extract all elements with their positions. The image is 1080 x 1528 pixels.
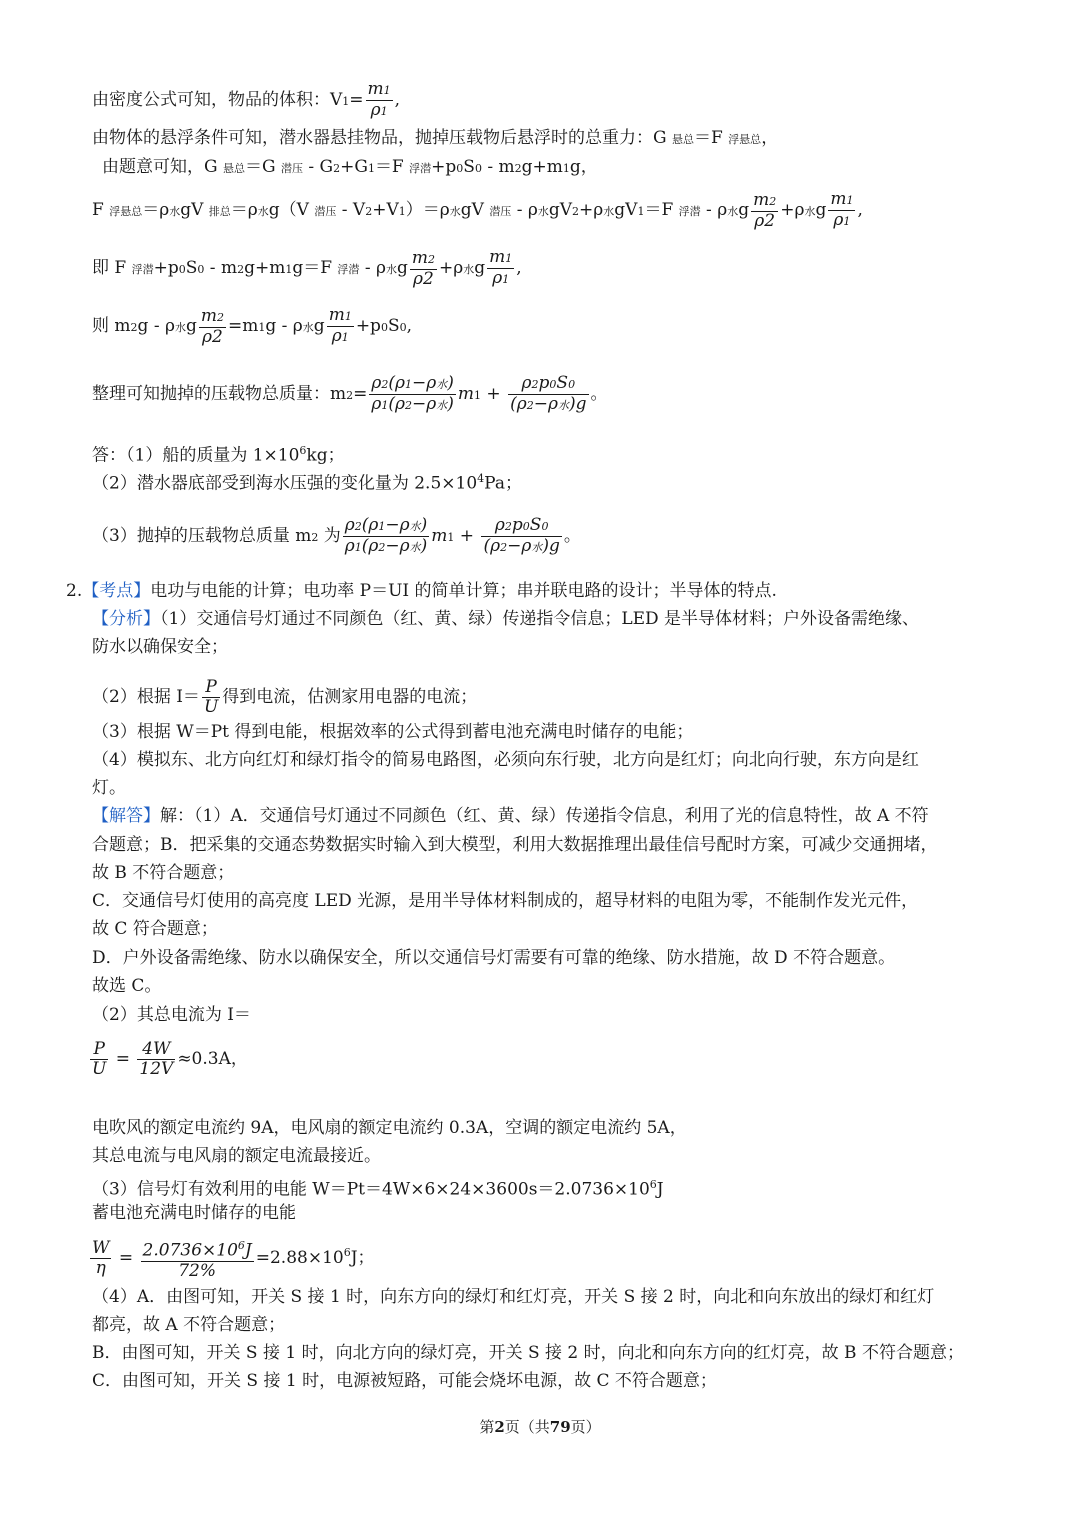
option-c: 故 C 符合题意； [92, 919, 218, 939]
fraction-m2-rho2: $\frac{m2}{\rho 2}$ [200, 305, 224, 347]
kaodian-tag: 【考点】 [82, 581, 151, 601]
fenxi-3: （3）根据 W＝Pt 得到电能，根据效率的公式得到蓄电池充满电时储存的电能； [92, 722, 694, 742]
part2-title: （2）其总电流为 I＝ [92, 1005, 251, 1025]
option-d: D．户外设备需绝缘、防水以确保安全，所以交通信号灯需要有可靠的绝缘、防水措施，故 D 不符合题意。 [92, 948, 896, 968]
text: 整理可知抛掉的压载物总质量：m [92, 384, 347, 404]
fraction-4w-12v [137, 1040, 175, 1079]
result: =2.88×10 [255, 1247, 344, 1268]
jieda-line [92, 805, 929, 827]
page-number: 2 [494, 1418, 505, 1436]
jieda-tag: 【解答】 [92, 806, 160, 826]
answer-3: （3）抛掉的压载物总质量 m2 为 $\frac{\text{ρ2(ρ1−ρ水)}}{\text{ρ1(ρ2−ρ水)}}$ m1 + $\frac{\rho 2p0S0}{\text{(ρ2−ρ水)g}}$ 。 [92, 515, 581, 556]
fraction-p-u: $\frac{P}{U}$ [92, 1039, 107, 1079]
part3-energy: （3）信号灯有效利用的电能 $W=Pt=4W\times 6\times 24\times 3600s=2.0736\times 10^6J$ [92, 1178, 664, 1200]
text: 由物体的悬浮条件可知，潜水器悬挂物品，抛掉压载物后悬浮时的总重力：G [92, 128, 672, 148]
part4-c: C．由图可知，开关 S 接 1 时，电源被短路，可能会烧坏电源，故 C 不符合题意； [92, 1371, 717, 1391]
total-pages: 79 [549, 1418, 571, 1436]
part4-b: B．由图可知，开关 S 接 1 时，向北方向的绿灯亮，开关 S 接 2 时，向北和向东方向的红灯亮，故 B 不符合题意； [92, 1343, 964, 1363]
fenxi-4b: 灯。 [92, 778, 126, 798]
fraction-w-eta: $\frac{W}{\eta}$ [92, 1237, 110, 1278]
fraction-p0s0: $\frac{\rho 2p0S0}{\text{(ρ2−ρ水)g}}$ [510, 373, 587, 414]
line-suspension: 由物体的悬浮条件可知，潜水器悬挂物品，抛掉压载物后悬浮时的总重力：G 悬总＝F 浮悬总， [92, 128, 779, 148]
part3-storage: 蓄电池充满电时储存的电能 [92, 1203, 296, 1223]
conclusion: 故选 C。 [92, 976, 162, 996]
fraction-m2-rho2: $\frac{m2}{\rho 2}$ [753, 189, 777, 231]
line-volume: 由密度公式可知，物品的体积：V1= $\frac{m1}{\rho 1}$ , [92, 79, 401, 120]
text: （3）抛掉的压载物总质量 m [92, 526, 312, 546]
text: 由题意可知，G [102, 157, 223, 177]
answer-1: 答：（1）船的质量为 $1\times 10^6kg$； [92, 444, 345, 466]
text: （2）根据 I＝ [92, 687, 200, 707]
fenxi-line [92, 608, 919, 630]
fenxi-line: 防水以确保安全； [92, 637, 228, 657]
fenxi-4: （4）模拟东、北方向红灯和绿灯指令的简易电路图，必须向东行驶，北方向是红灯；向北向行驶，东方向是红 [92, 750, 919, 770]
fraction-rho-ratio: $\frac{\text{ρ2(ρ1−ρ水)}}{\text{ρ1(ρ2−ρ水)}}$ [344, 515, 428, 556]
fraction-m1-rho1: $\frac{m1}{\rho 1}$ [367, 79, 391, 120]
line-then: 则 m2g - ρ水g $\frac{m2}{\rho 2}$ =m1g - ρ水g $\frac{m1}{\rho 1}$ +p0S0, [92, 305, 413, 347]
footer-text: 页（共 [504, 1418, 550, 1436]
text: （2）潜水器底部受到海水压强的变化量为 2.5×10 [92, 473, 478, 494]
answer-2: （2）潜水器底部受到海水压强的变化量为 $2.5\times 10^4Pa$； [92, 472, 522, 494]
fraction-m1-rho1: $\frac{m1}{\rho 1}$ [489, 247, 513, 288]
page-footer [0, 1416, 1080, 1437]
fraction-rho-ratio: $\frac{\text{ρ2(ρ1−ρ水)}}{\text{ρ1(ρ2−ρ水)}}$ [371, 373, 454, 414]
result: ≈0.3A， [177, 1049, 248, 1069]
part4-a: （4）A．由图可知，开关 S 接 1 时，向东方向的绿灯和红灯亮，开关 S 接 2 时，向北和向东放出的绿灯和红灯 [92, 1287, 935, 1307]
fraction-m2-rho2: $\frac{m2}{\rho 2}$ [411, 247, 435, 289]
line-equiv: 即 F 浮潜+p0S0 - m2g+m1g＝F 浮潜 - ρ水g $\frac{m2}{\rho 2}$ +ρ水g $\frac{m1}{\rho 1}$ , [92, 247, 522, 289]
part3-formula: $\frac{W}{\eta}$ = $\frac{2.0736\times 10^6J}{72\%}$ $=2.88\times 10^6J$； [92, 1237, 375, 1281]
subscript: 浮悬总 [728, 133, 762, 146]
text: （1）交通信号灯通过不同颜色（红、黄、绿）传递指令信息；LED 是半导体材料；户外设备需绝缘、 [160, 609, 920, 629]
line-gravity: 由题意可知，G 悬总＝G 潜压 - G2+G1＝F 浮潜+p0S0 - m2g+m1g， [102, 157, 598, 177]
kaodian-text: 电功与电能的计算；电功率 P＝UI 的简单计算；串并联电路的设计；半导体的特点. [150, 581, 777, 601]
fraction-p-u: $\frac{P}{U}$ [203, 677, 219, 717]
denominator: 12V [139, 1059, 174, 1079]
subscript: 潜压 [280, 162, 303, 175]
line-buoyancy: F 浮悬总＝ρ水gV 排总＝ρ水g（V 潜压 - V2+V1）＝ρ水gV 潜压 - ρ水gV2+ρ水gV1＝F 浮潜 - ρ水g $\frac{m2}{\rho 2}$ +ρ水g $\frac{m1}{\rho 1}$ , [92, 189, 863, 231]
question-number: 2. [66, 581, 83, 601]
subscript: 浮潜 [409, 162, 432, 175]
fraction-p0s0: $\frac{\rho 2p0S0}{\text{(ρ2−ρ水)g}}$ [483, 515, 560, 556]
footer-text: 页） [570, 1418, 601, 1436]
text: 答：（1）船的质量为 1×10 [92, 445, 300, 466]
subscript: 悬总 [671, 133, 694, 146]
subscript: 悬总 [222, 162, 245, 175]
part4-a2: 都亮，故 A 不符合题意； [92, 1315, 286, 1335]
fraction-m1-rho1: $\frac{m1}{\rho 1}$ [830, 189, 854, 230]
numerator: 4W [137, 1040, 175, 1060]
text: （3）信号灯有效利用的电能 W＝Pt＝4W×6×24×3600s＝2.0736×10 [92, 1179, 650, 1200]
jieda-line: 合题意；B．把采集的交通态势数据实时输入到大模型，利用大数据推理出最佳信号配时方案，可减少交通拥堵， [92, 835, 938, 855]
fraction-m1-rho1: $\frac{m1}{\rho 1}$ [328, 305, 352, 346]
option-c: C．交通信号灯使用的高亮度 LED 光源，是用半导体材料制成的，超导材料的电阻为零，不能制作发光元件， [92, 891, 919, 911]
text: 解：（1）A．交通信号灯通过不同颜色（红、黄、绿）传递指令信息，利用了光的信息特性，故 A 不符 [160, 806, 929, 826]
text: 由密度公式可知，物品的体积：V [92, 90, 343, 110]
fenxi-2 [92, 678, 477, 717]
fraction-energy-efficiency: $\frac{2.0736\times 10^6J}{72\%}$ [141, 1236, 254, 1281]
numerator: 2.0736×10 [142, 1240, 238, 1261]
current-list: 电吹风的额定电流约 9A，电风扇的额定电流约 0.3A，空调的额定电流约 5A， [92, 1118, 687, 1138]
denominator: 72% [178, 1260, 217, 1281]
text: 得到电流，估测家用电器的电流； [222, 687, 478, 707]
part2-formula: $\frac{P}{U}$ = $\frac{4W}{12V}$ ≈0.3A， [92, 1039, 248, 1079]
line-result-mass: 整理可知抛掉的压载物总质量：m2= $\frac{\text{ρ2(ρ1−ρ水)}}{\text{ρ1(ρ2−ρ水)}}$ m1 + $\frac{\rho 2p0S0}{\text{(ρ2−ρ水)g}}$ 。 [92, 373, 608, 414]
footer-text: 第 [479, 1418, 495, 1436]
current-compare: 其总电流与电风扇的额定电流最接近。 [92, 1146, 381, 1166]
kaodian-line [66, 580, 777, 602]
jieda-line: 故 B 不符合题意； [92, 863, 235, 883]
fenxi-tag: 【分析】 [92, 609, 160, 629]
